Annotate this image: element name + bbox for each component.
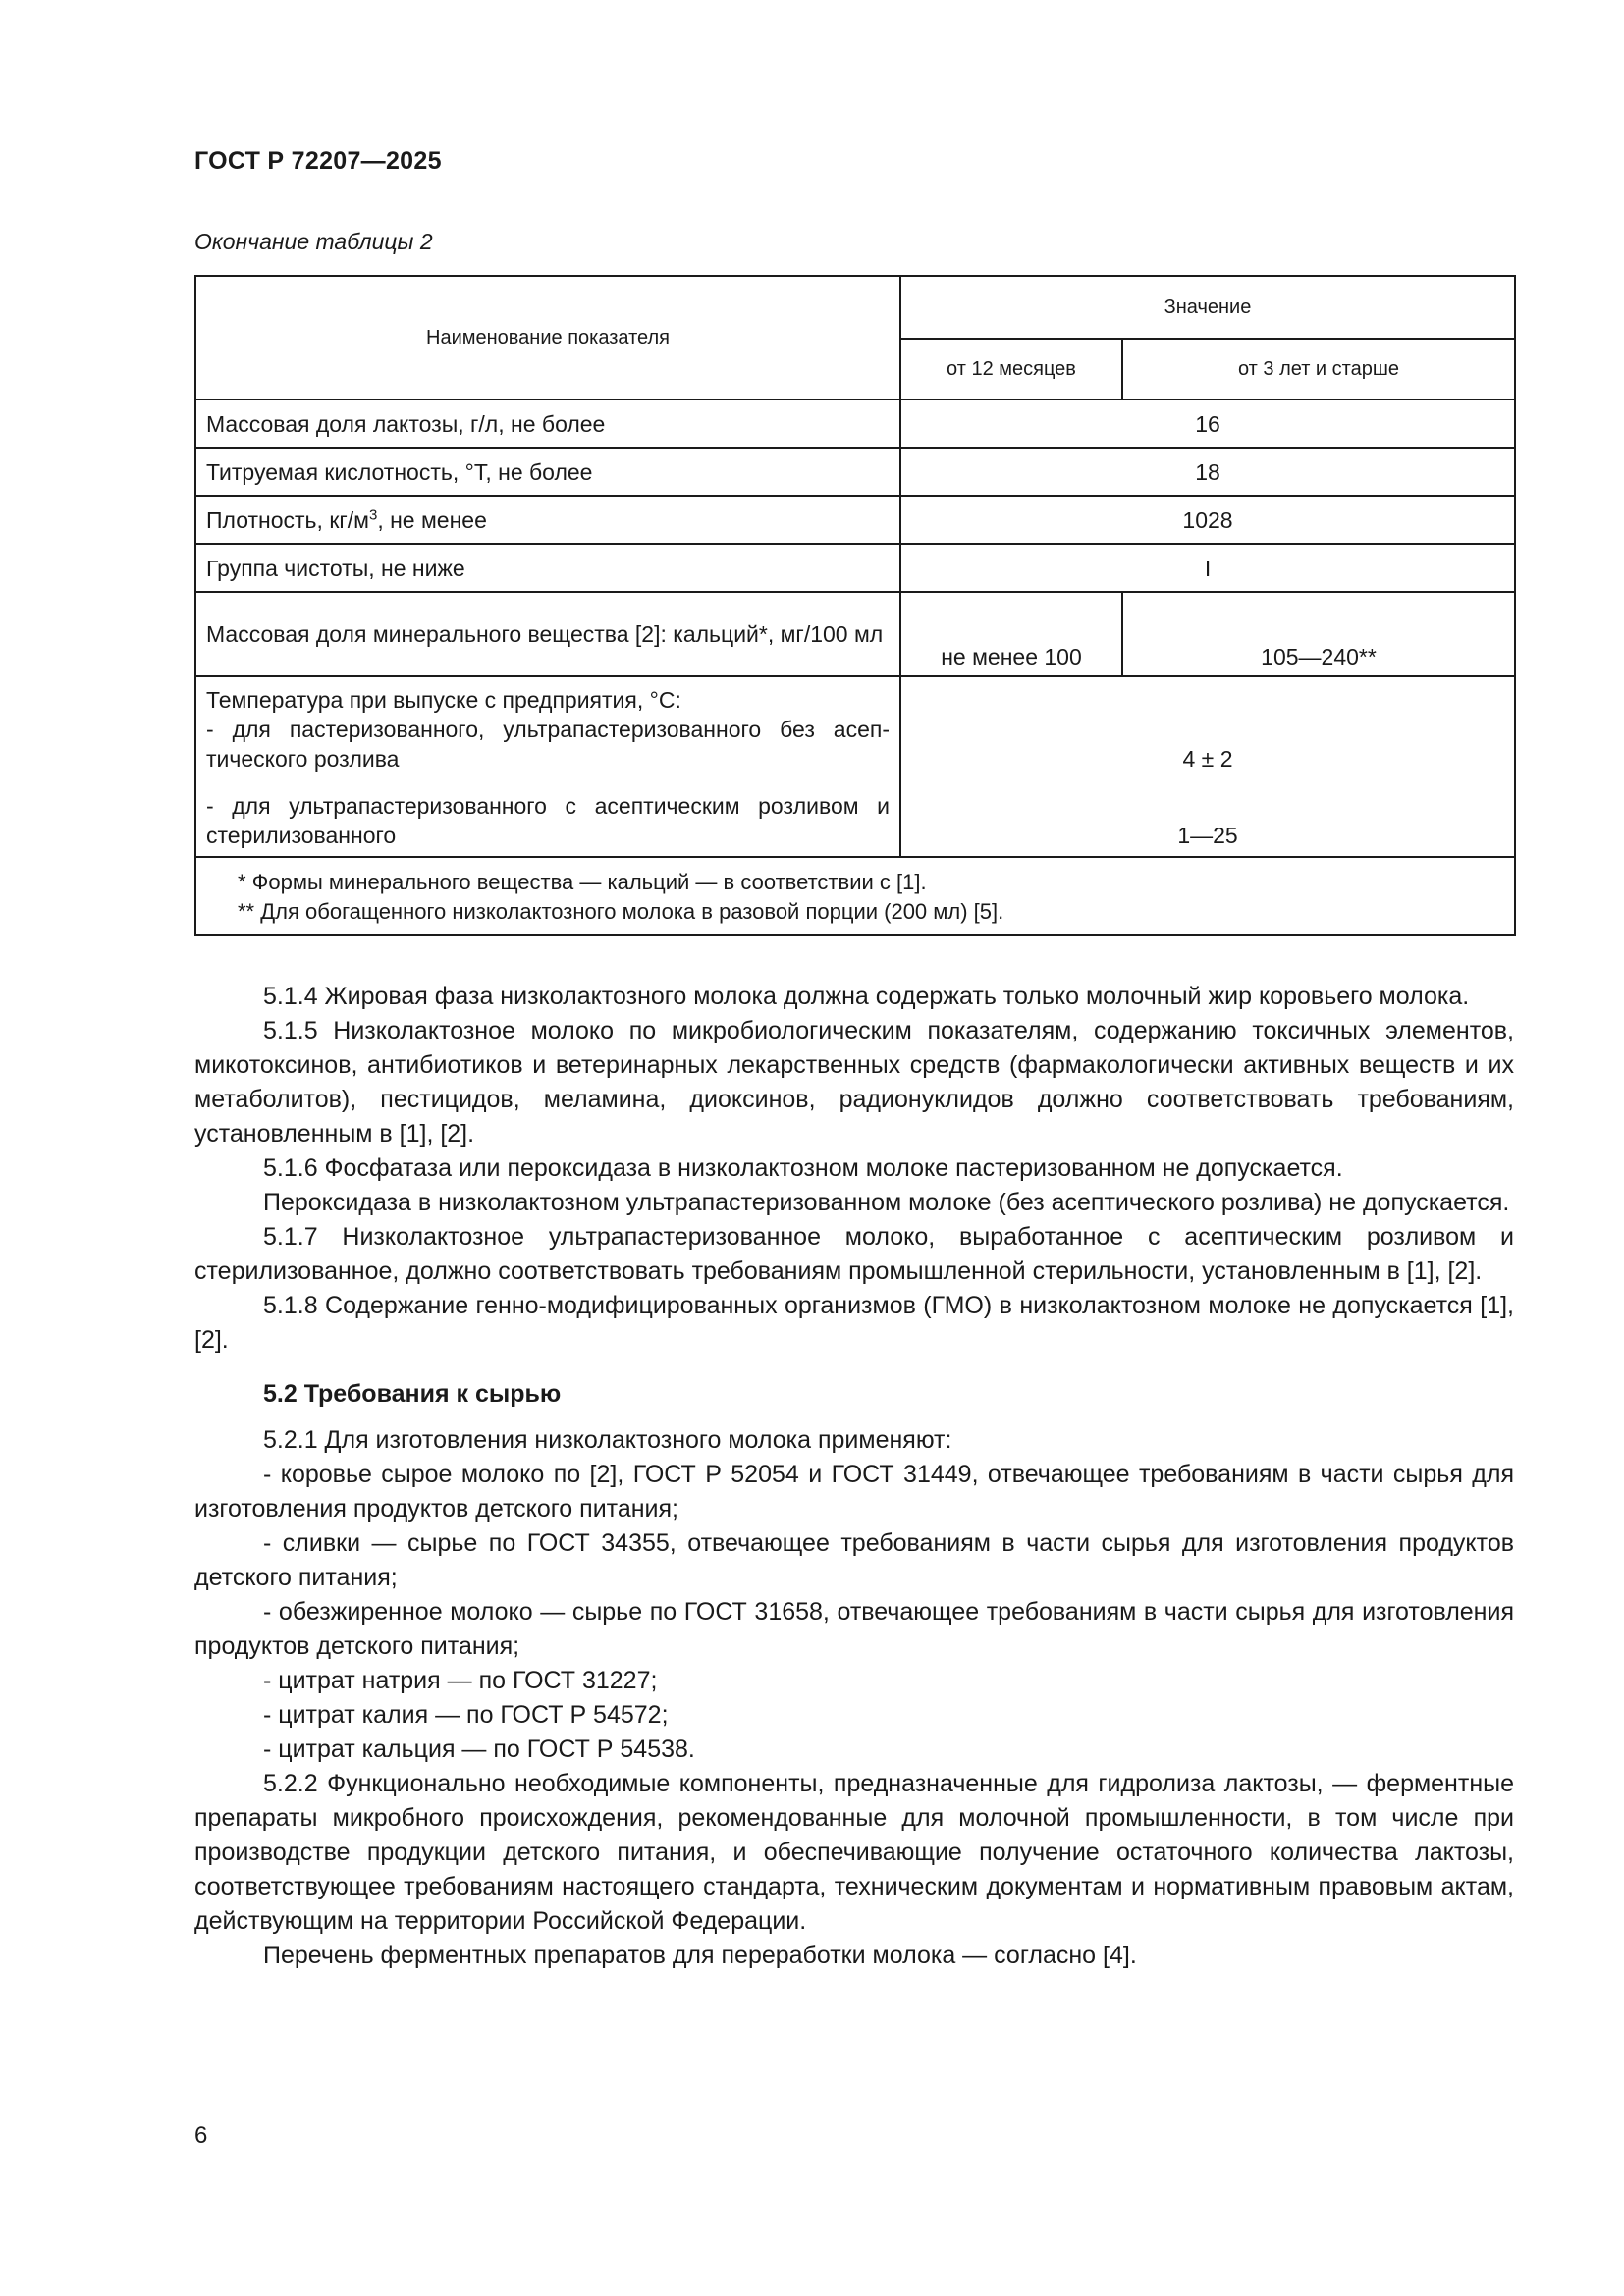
spacer (206, 774, 890, 791)
temperature-sub2: - для ультрапастеризованного с асептическим розливом и стерилизованного (206, 793, 890, 848)
temperature-value2: 1—25 (1177, 823, 1238, 848)
list-item: - цитрат кальция — по ГОСТ Р 54538. (263, 1735, 695, 1763)
row-value: I (900, 544, 1515, 592)
paragraph: 5.2.1 Для изготовления низколактозного молока применяют: (263, 1426, 952, 1454)
table-footnotes-row (195, 857, 1515, 935)
list-item: - сливки — сырье по ГОСТ 34355, отвечающее требованиям в части сырья для изготовления продуктов детского питания; (194, 1529, 1514, 1591)
table-row (195, 592, 1515, 676)
temperature-sub1: - для пастеризованного, ультрапастеризованного без асеп-тического розлива (206, 717, 890, 772)
header-value: Значение (900, 276, 1515, 339)
document-number: ГОСТ Р 72207—2025 (194, 147, 442, 175)
list-item: - цитрат калия — по ГОСТ Р 54572; (263, 1701, 669, 1729)
footnote: ** Для обогащенного низколактозного молока в разовой порции (200 мл) [5]. (238, 899, 1004, 924)
header-from-3-years: от 3 лет и старше (1122, 339, 1515, 400)
paragraph: 5.1.7 Низколактозное ультрапастеризованное молоко, выработанное с асептическим розливом и стерилизованное, должно соответствовать требованиям промышленной стерильности, установленным в [1], [2]. (194, 1223, 1514, 1285)
row-name: Группа чистоты, не ниже (195, 544, 900, 592)
section-heading: 5.2 Требования к сырью (263, 1380, 562, 1408)
list-item: - цитрат натрия — по ГОСТ 31227; (263, 1667, 658, 1694)
density-superscript: 3 (368, 506, 378, 523)
header-from-12-months: от 12 месяцев (900, 339, 1122, 400)
table-caption: Окончание таблицы 2 (194, 229, 433, 254)
row-name: Массовая доля лактозы, г/л, не более (195, 400, 900, 448)
paragraph: 5.1.5 Низколактозное молоко по микробиологическим показателям, содержанию токсичных элементов, микотоксинов, антибиотиков и ветеринарных лекарственных средств (фармакологически активных веществ и их метаболитов), пестицидов, меламина, диоксинов, радионуклидов должно соответствовать требованиям, установленным в [1], [2]. (194, 1017, 1514, 1148)
list-item: - коровье сырое молоко по [2], ГОСТ Р 52054 и ГОСТ 31449, отвечающее требованиям в части сырья для изготовления продуктов детского питания; (194, 1461, 1514, 1522)
paragraph: Перечень ферментных препаратов для переработки молока — согласно [4]. (263, 1942, 1137, 1969)
document-body (194, 980, 1514, 1973)
list-item: - обезжиренное молоко — сырье по ГОСТ 31658, отвечающее требованиям в части сырья для изготовления продуктов детского питания; (194, 1598, 1514, 1660)
temperature-label: Температура при выпуске с предприятия, °С: (206, 687, 681, 713)
row-value: 1028 (900, 496, 1515, 544)
footnote: * Формы минерального вещества — кальций — в соответствии с [1]. (238, 870, 927, 894)
density-label-suffix: , не менее (377, 507, 487, 533)
paragraph: 5.1.6 Фосфатаза или пероксидаза в низколактозном молоке пастеризованном не допускается. (263, 1154, 1343, 1182)
spacer (911, 774, 1504, 821)
row-name: Массовая доля минерального вещества [2]: кальций*, мг/100 мл (195, 592, 900, 676)
density-label: Плотность, кг/м (206, 507, 369, 533)
indicators-table (194, 275, 1516, 936)
paragraph: 5.1.8 Содержание генно-модифицированных организмов (ГМО) в низколактозном молоке не допускается [1], [2]. (194, 1292, 1514, 1354)
row-value: 16 (900, 400, 1515, 448)
table-row (195, 676, 1515, 857)
table-row (195, 496, 1515, 544)
paragraph: Пероксидаза в низколактозном ультрапастеризованном молоке (без асептического розлива) не допускается. (263, 1189, 1510, 1216)
row-value-temperature (900, 676, 1515, 857)
paragraph: 5.1.4 Жировая фаза низколактозного молока должна содержать только молочный жир коровьего молока. (263, 983, 1470, 1010)
header-indicator-name: Наименование показателя (195, 276, 900, 400)
table-row (195, 400, 1515, 448)
row-name (195, 496, 900, 544)
row-name: Титруемая кислотность, °Т, не более (195, 448, 900, 496)
table-footnotes (195, 857, 1515, 935)
row-value-3y: 105—240** (1122, 592, 1515, 676)
table-row (195, 544, 1515, 592)
page-number: 6 (194, 2122, 208, 2149)
row-value: 18 (900, 448, 1515, 496)
temperature-value1: 4 ± 2 (1182, 746, 1233, 772)
spacer (911, 685, 1504, 744)
row-value-12m: не менее 100 (900, 592, 1122, 676)
row-name-temperature (195, 676, 900, 857)
table-row (195, 448, 1515, 496)
paragraph: 5.2.2 Функционально необходимые компоненты, предназначенные для гидролиза лактозы, — ферментные препараты микробного происхождения, рекомендованные для молочной промышленности, в том числе при производстве продукции детского питания, и обеспечивающие получение остаточного количества лактозы, соответствующее требованиям настоящего стандарта, техническим документам и нормативным правовым актам, действующим на территории Российской Федерации. (194, 1770, 1514, 1935)
